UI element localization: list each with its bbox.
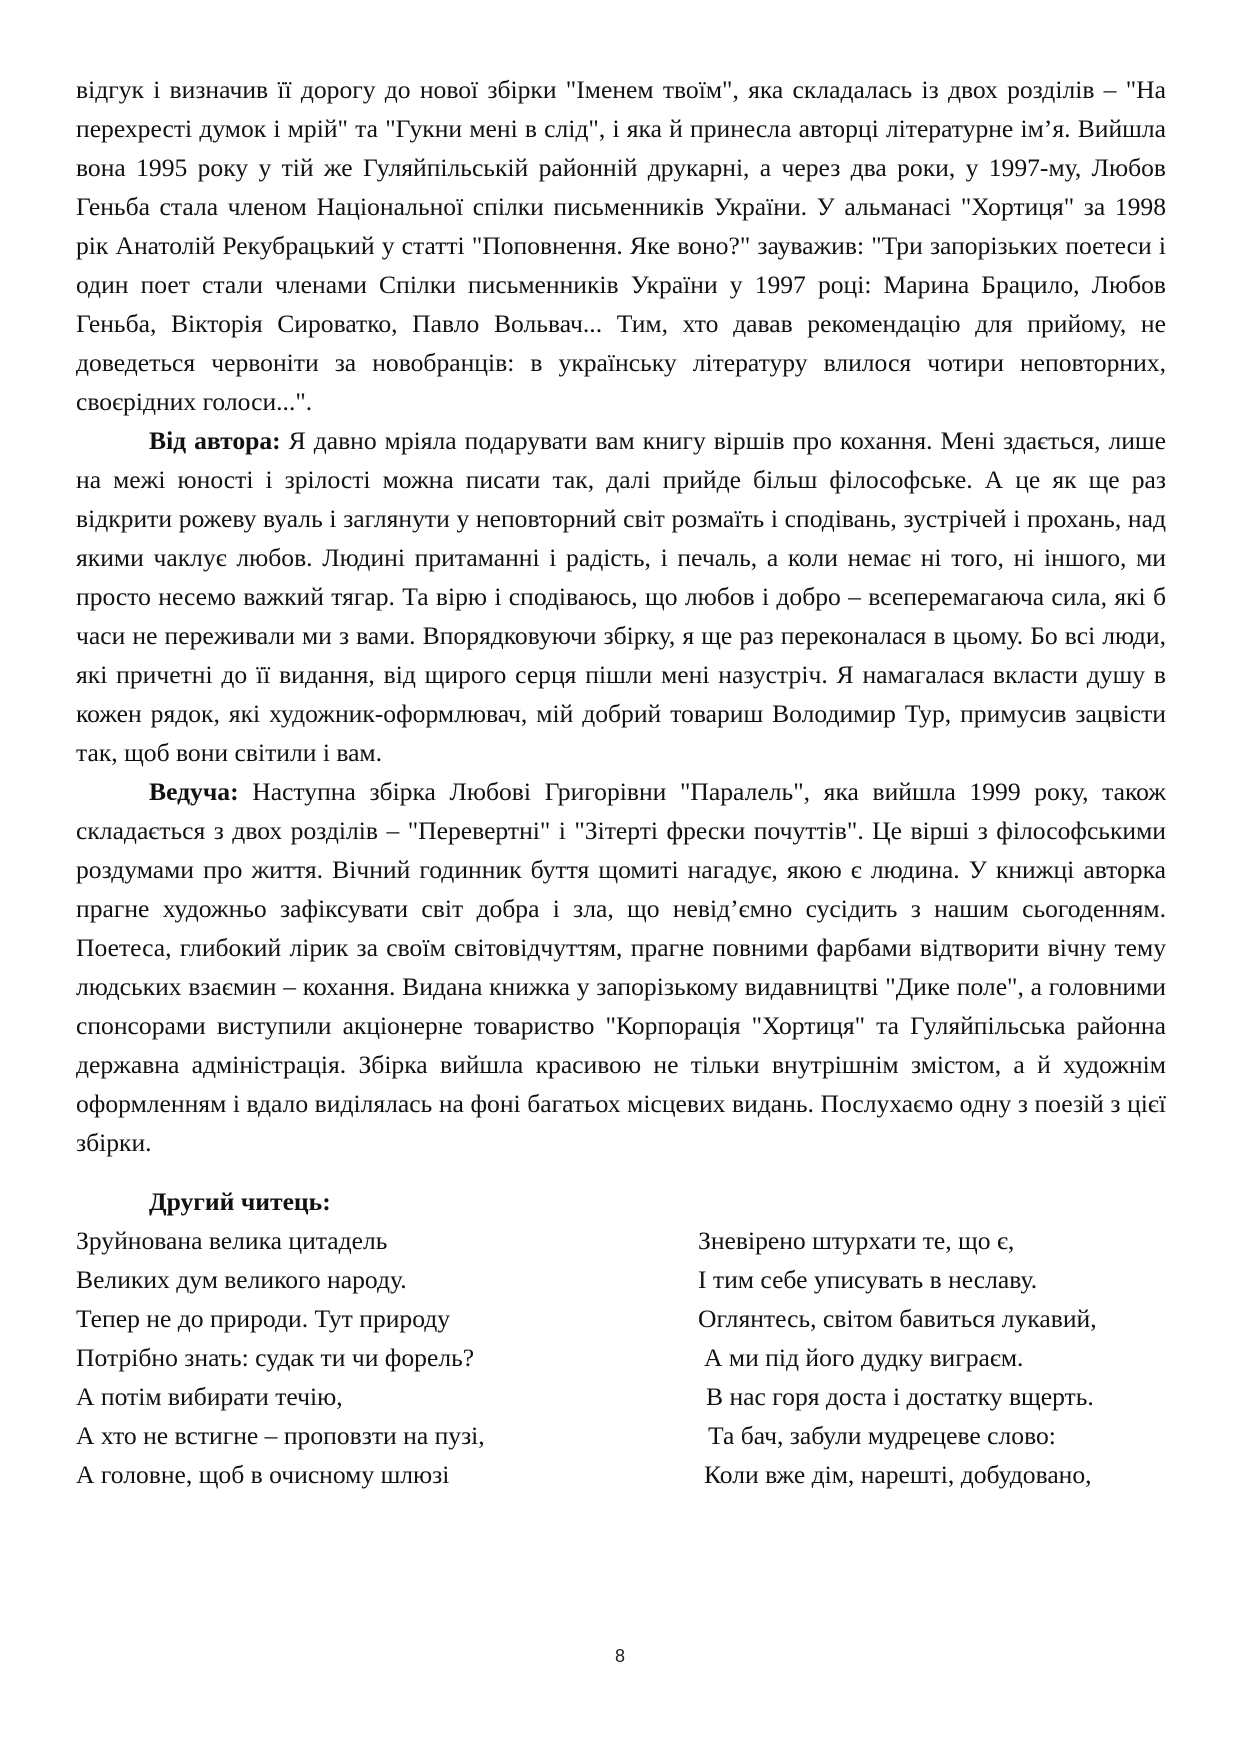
poem-line: А головне, щоб в очисному шлюзі [76,1460,450,1489]
poem-right-column [698,1221,1166,1494]
poem-line: В нас горя доста і достатку вщерть. [706,1382,1094,1411]
poem-line: Зневірено штурхати те, що є, [698,1226,1015,1255]
document-page [76,70,1166,1494]
poem-left-column [76,1221,698,1494]
poem-line: І тим себе уписувать в неславу. [698,1265,1038,1294]
paragraph-2 [76,421,1166,772]
poem [76,1221,1166,1494]
poem-line: Зруйнована велика цитадель [76,1226,388,1255]
poem-line: А потім вибирати течію, [76,1382,343,1411]
poem-line: А хто не встигне – проповзти на пузі, [76,1421,485,1450]
poem-line: Оглянтесь, світом бавиться лукавий, [698,1304,1097,1333]
paragraph-1 [76,70,1166,421]
paragraph-1-text: відгук і визначив її дорогу до нової збірки "Іменем твоїм", яка складалась із двох розділів – "На перехресті думок і мрій" та "Гукни мені в слід", і яка й принесла авторці літературне ім’я. Вийшла вона 1995 року у тій же Гуляйпільській районній друкарні, а через два роки, у 1997-му, Любов Геньба стала членом Національної спілки письменників України. У альманасі "Хортиця" за 1998 рік Анатолій Рекубрацький у статті "Поповнення. Яке воно?" зауважив: "Три запорізьких поетеси і один поет стали членами Спілки письменників України у 1997 році: Марина Брацило, Любов Геньба, Вікторія Сироватко, Павло Вольвач... Тим, хто давав рекомендацію для прийому, не доведеться червоніти за новобранців: в українську літературу влилося чотири неповторних, своєрідних голоси...". [76,75,1166,416]
reader-heading: Другий читець: [149,1187,331,1216]
poem-line: Та бач, забули мудрецеве слово: [708,1421,1056,1450]
poem-line: Потрібно знать: судак ти чи форель? [76,1343,475,1372]
paragraph-2-lead: Від автора: [149,426,281,455]
paragraph-2-text: Я давно мріяла подарувати вам книгу віршів про кохання. Мені здається, лише на межі юності і зрілості можна писати так, далі прийде більш філософське. А це як ще раз відкрити рожеву вуаль і заглянути у неповторний світ розмаїть і сподівань, зустрічей і прохань, над якими чаклує любов. Людині притаманні і радість, і печаль, а коли немає ні того, ні іншого, ми просто несемо важкий тягар. Та вірю і сподіваюсь, що любов і добро – всеперемагаюча сила, які б часи не переживали ми з вами. Впорядковуючи збірку, я ще раз переконалася в цьому. Бо всі люди, які причетні до її видання, від щирого серця пішли мені назустріч. Я намагалася вкласти душу в кожен рядок, які художник-оформлювач, мій добрий товариш Володимир Тур, примусив зацвісти так, щоб вони світили і вам. [76,426,1167,767]
poem-line: А ми під його дудку виграєм. [704,1343,1024,1372]
poem-line: Коли вже дім, нарешті, добудовано, [704,1460,1092,1489]
poem-line: Тепер не до природи. Тут природу [76,1304,451,1333]
paragraph-3-lead: Ведуча: [149,777,239,806]
paragraph-3 [76,772,1166,1162]
page-number: 8 [614,1646,625,1666]
paragraph-3-text: Наступна збірка Любові Григорівни "Паралель", яка вийшла 1999 року, також складається з двох розділів – "Перевертні" і "Зітерті фрески почуттів". Це вірші з філософськими роздумами про життя. Вічний годинник буття щомиті нагадує, якою є людина. У книжці авторка прагне художньо зафіксувати світ добра і зла, що невід’ємно сусідить з нашим сьогоденням. Поетеса, глибокий лірик за своїм світовідчуттям, прагне повними фарбами відтворити вічну тему людських взаємин – кохання. Видана книжка у запорізькому видавництві "Дике поле", а головними спонсорами виступили акціонерне товариство "Корпорація "Хортиця" та Гуляйпільська районна державна адміністрація. Збірка вийшла красивою не тільки внутрішнім змістом, а й художнім оформленням і вдало виділялась на фоні багатьох місцевих видань. Послухаємо одну з поезій з цієї збірки. [76,777,1166,1157]
poem-line: Великих дум великого народу. [76,1265,407,1294]
